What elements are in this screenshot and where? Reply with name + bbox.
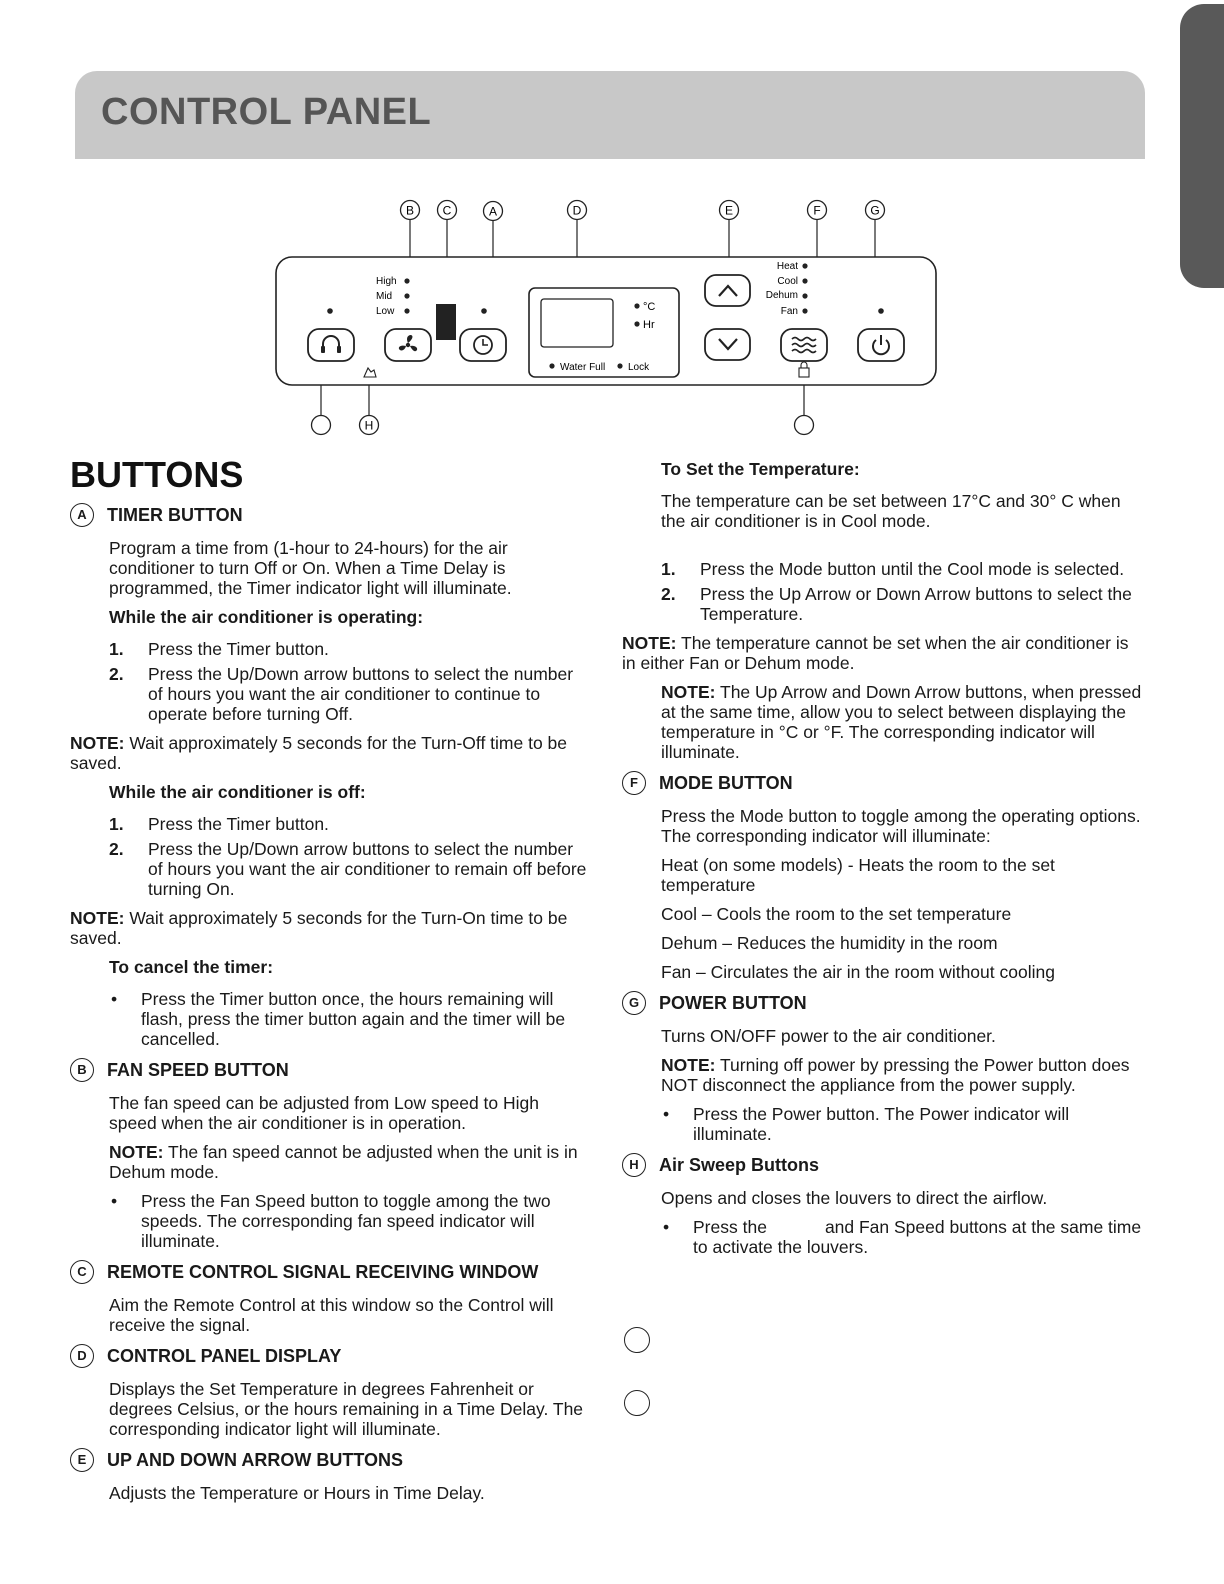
mode-option-dehum: Dehum – Reduces the humidity in the room [661, 933, 998, 953]
callout-f [808, 201, 827, 220]
mode-heading: F MODE BUTTON [622, 771, 1142, 795]
mode-option-cool: Cool – Cools the room to the set temperature [661, 904, 1012, 924]
svg-text:B: B [405, 203, 415, 218]
up-arrow-button[interactable] [705, 275, 750, 306]
svg-text:A: A [488, 204, 498, 219]
letter-badge: D [70, 1344, 94, 1368]
svg-text:Cool: Cool [777, 276, 798, 287]
remote-text: Aim the Remote Control at this window so the Control will receive the signal. [109, 1295, 554, 1335]
fan-list [109, 1191, 590, 1251]
mode-intro: Press the Mode button to toggle among the operating options. The corresponding indicator will illuminate: [661, 806, 1141, 846]
list-item: 1. Press the Timer button. [109, 814, 329, 834]
list-item: 2. Press the Up Arrow or Down Arrow buttons to select the Temperature. [661, 584, 1132, 624]
letter-badge: G [622, 991, 646, 1015]
sweep-heading: H Air Sweep Buttons [622, 1153, 1142, 1177]
display-screen [541, 299, 613, 347]
power-heading: G POWER BUTTON [622, 991, 1142, 1015]
empty-callout-circle [624, 1390, 650, 1416]
display-text: Displays the Set Temperature in degrees Fahrenheit or degrees Celsius, or the hours remaining in a Time Delay. The corresponding indicator light will illuminate. [109, 1379, 584, 1439]
callout-a [484, 202, 503, 221]
list-item: 1. Press the Mode button until the Cool mode is selected. [661, 559, 1125, 579]
timer-cancel-list [109, 989, 590, 1049]
svg-text:High: High [376, 276, 397, 287]
arrows-text: Adjusts the Temperature or Hours in Time Delay. [109, 1483, 485, 1503]
list-item: 1. Press the Timer button. [109, 639, 329, 659]
power-note: NOTE: Turning off power by pressing the Power button does NOT disconnect the appliance from the power supply. [661, 1055, 1130, 1095]
svg-text:F: F [813, 203, 821, 218]
svg-text:Dehum: Dehum [765, 290, 798, 301]
letter-badge: E [70, 1448, 94, 1472]
power-intro: Turns ON/OFF power to the air conditioner. [661, 1026, 996, 1046]
svg-text:°C: °C [643, 301, 656, 313]
letter-badge: B [70, 1058, 94, 1082]
fan-note: NOTE: The fan speed cannot be adjusted when the unit is in Dehum mode. [109, 1142, 578, 1182]
arrows-heading: E UP AND DOWN ARROW BUTTONS [70, 1448, 590, 1472]
mode-option-fan: Fan – Circulates the air in the room without cooling [661, 962, 1055, 982]
timer-heading: A TIMER BUTTON [70, 503, 590, 527]
fan-speed-button[interactable] [385, 329, 431, 361]
list-item: • Press the and Fan Speed buttons at the same time to activate the louvers. [663, 1217, 1142, 1257]
timer-operating-head: While the air conditioner is operating: [109, 607, 424, 627]
down-arrow-button[interactable] [705, 329, 750, 360]
fan-intro: The fan speed can be adjusted from Low speed to High speed when the air conditioner is in operation. [109, 1093, 539, 1133]
fan-heading: B FAN SPEED BUTTON [70, 1058, 590, 1082]
svg-text:G: G [870, 203, 880, 218]
page-title: CONTROL PANEL [101, 91, 432, 133]
temperature-head: To Set the Temperature: [661, 459, 860, 479]
timer-off-steps [109, 814, 590, 899]
callout-empty-right [795, 416, 814, 435]
callout-d [568, 201, 587, 220]
power-list [661, 1104, 1142, 1144]
callout-c [438, 201, 457, 220]
list-item: • Press the Timer button once, the hours remaining will flash, press the timer button again and the timer will be cancelled. [111, 989, 566, 1049]
svg-text:Hr: Hr [643, 319, 655, 331]
remote-heading: C REMOTE CONTROL SIGNAL RECEIVING WINDOW [70, 1260, 590, 1284]
svg-text:E: E [724, 203, 734, 218]
letter-badge: F [622, 771, 646, 795]
svg-text:Low: Low [376, 306, 395, 317]
right-column [622, 455, 1142, 1266]
remote-signal-window [436, 304, 456, 340]
callout-e [720, 201, 739, 220]
timer-cancel-head: To cancel the timer: [109, 957, 274, 977]
svg-text:Fan: Fan [780, 306, 798, 317]
svg-text:C: C [442, 203, 452, 218]
callout-h [360, 416, 379, 435]
callout-b [401, 201, 420, 220]
timer-operating-steps [109, 639, 590, 724]
timer-off-head: While the air conditioner is off: [109, 782, 366, 802]
temperature-steps [661, 559, 1142, 624]
list-item: • Press the Power button. The Power indicator will illuminate. [663, 1104, 1070, 1144]
callout-empty-left [312, 416, 331, 435]
svg-text:D: D [572, 203, 582, 218]
timer-operating-note: NOTE: Wait approximately 5 seconds for the Turn-Off time to be saved. [70, 733, 568, 773]
list-item: 2. Press the Up/Down arrow buttons to select the number of hours you want the air conditioner to continue to operate before turning Off. [109, 664, 574, 724]
sweep-list [661, 1217, 1142, 1257]
display-heading: D CONTROL PANEL DISPLAY [70, 1344, 590, 1368]
header-band [75, 71, 1145, 159]
mode-option-heat: Heat (on some models) - Heats the room to the set temperature [661, 855, 1055, 895]
temperature-step-note: NOTE: The temperature cannot be set when the air conditioner is in either Fan or Dehum mode. [622, 633, 1129, 673]
list-item: 2. Press the Up/Down arrow buttons to select the number of hours you want the air conditioner to remain off before turning On. [109, 839, 587, 899]
svg-text:Lock: Lock [628, 362, 650, 373]
empty-callout-circle [624, 1327, 650, 1353]
control-panel-diagram [0, 190, 1224, 450]
svg-text:Heat: Heat [776, 261, 798, 272]
letter-badge: A [70, 503, 94, 527]
list-item: • Press the Fan Speed button to toggle among the two speeds. The corresponding fan speed indicator will illuminate. [111, 1191, 551, 1251]
callout-g [866, 201, 885, 220]
temperature-intro: The temperature can be set between 17°C and 30° C when the air conditioner is in Cool mode. [661, 491, 1121, 531]
svg-text:Water Full: Water Full [560, 362, 606, 373]
letter-badge: H [622, 1153, 646, 1177]
timer-button[interactable] [460, 329, 506, 361]
air-sweep-button[interactable] [308, 329, 354, 361]
left-column [70, 455, 590, 1512]
svg-text:H: H [364, 418, 374, 433]
timer-intro: Program a time from (1-hour to 24-hours) for the air conditioner to turn Off or On. When a Time Delay is programmed, the Timer indicator light will illuminate. [109, 538, 512, 598]
letter-badge: C [70, 1260, 94, 1284]
sweep-intro: Opens and closes the louvers to direct the airflow. [661, 1188, 1048, 1208]
power-button[interactable] [858, 329, 904, 361]
svg-text:Mid: Mid [376, 291, 393, 302]
timer-off-note: NOTE: Wait approximately 5 seconds for the Turn-On time to be saved. [70, 908, 568, 948]
temperature-note: NOTE: The Up Arrow and Down Arrow buttons, when pressed at the same time, allow you to select between displaying the temperature in °C or °F. The corresponding indicator will illuminate. [661, 682, 1142, 762]
mode-button[interactable] [781, 329, 827, 361]
buttons-heading: BUTTONS [70, 454, 244, 495]
